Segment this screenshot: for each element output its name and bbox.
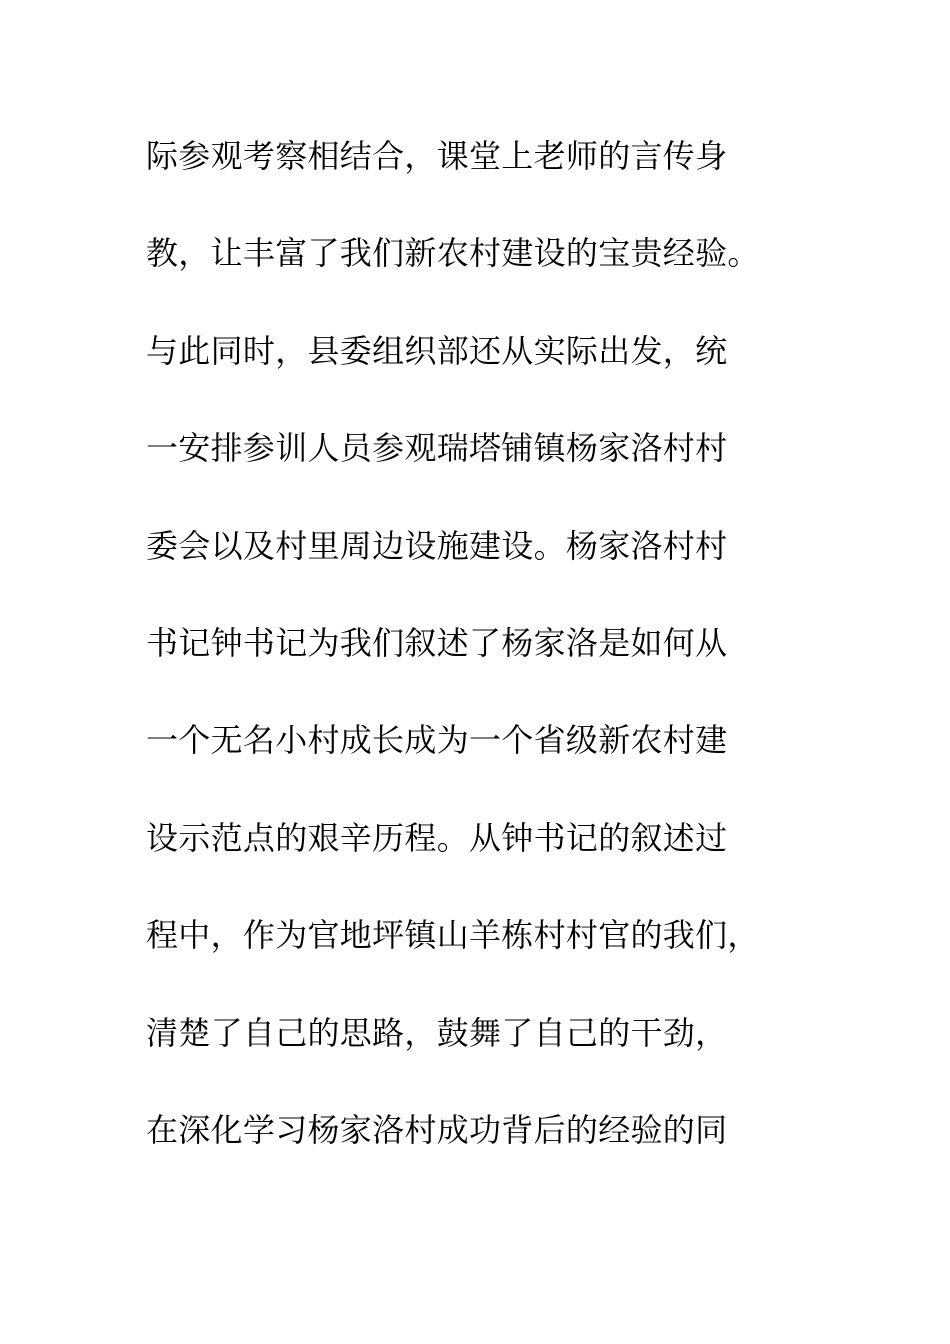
text-line-11: 在深化学习杨家洛村成功背后的经验的同 — [146, 1110, 728, 1149]
text-line-10: 清楚了自己的思路，鼓舞了自己的干劲， — [146, 1013, 728, 1052]
text-line-4: 一安排参训人员参观瑞塔铺镇杨家洛村村 — [146, 429, 728, 468]
text-line-7: 一个无名小村成长成为一个省级新农村建 — [146, 721, 728, 760]
text-line-2: 教，让丰富了我们新农村建设的宝贵经验。 — [146, 234, 760, 273]
body-text — [146, 126, 846, 1197]
text-line-9: 程中，作为官地坪镇山羊栋村村官的我们， — [146, 916, 760, 955]
text-line-3: 与此同时，县委组织部还从实际出发，统 — [146, 331, 728, 370]
text-line-6: 书记钟书记为我们叙述了杨家洛是如何从 — [146, 623, 728, 662]
text-line-5: 委会以及村里周边设施建设。杨家洛村村 — [146, 526, 728, 565]
text-line-1: 际参观考察相结合，课堂上老师的言传身 — [146, 137, 728, 175]
text-line-8: 设示范点的艰辛历程。从钟书记的叙述过 — [146, 818, 728, 857]
